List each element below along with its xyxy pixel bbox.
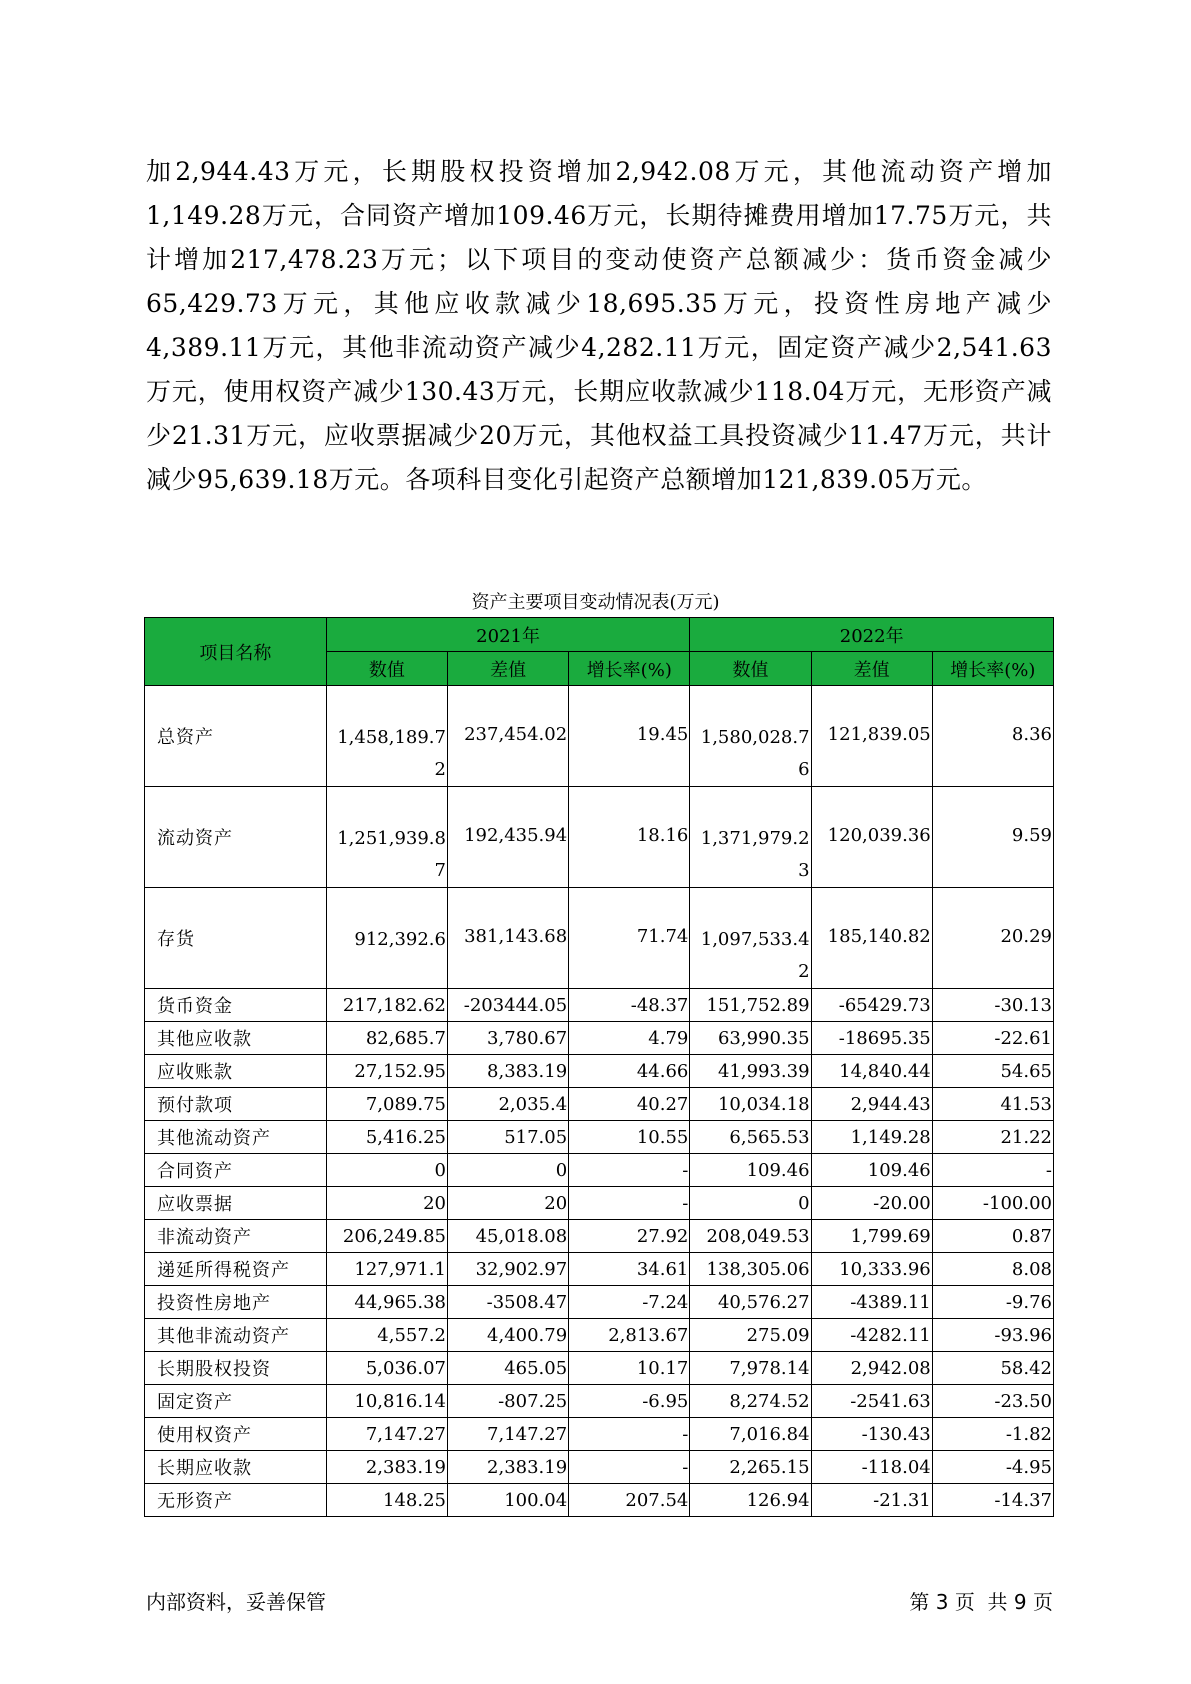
cell-diff-2022: -65429.73 <box>811 989 932 1022</box>
table-row <box>145 1286 1054 1319</box>
row-item-name: 货币资金 <box>145 989 327 1022</box>
cell-rate-2022: - <box>932 1154 1053 1187</box>
cell-rate-2022: -9.76 <box>932 1286 1053 1319</box>
table-row <box>145 787 1054 888</box>
cell-value-2022: 8,274.52 <box>690 1385 811 1418</box>
cell-diff-2021: 517.05 <box>447 1121 568 1154</box>
row-item-name: 流动资产 <box>145 787 327 888</box>
table-caption: 资产主要项目变动情况表(万元) <box>471 592 720 613</box>
row-item-name: 其他应收款 <box>145 1022 327 1055</box>
cell-diff-2021: -807.25 <box>447 1385 568 1418</box>
row-item-name: 非流动资产 <box>145 1220 327 1253</box>
row-item-name: 存货 <box>145 888 327 989</box>
cell-diff-2021: 20 <box>447 1187 568 1220</box>
cell-value-2021: 4,557.2 <box>326 1319 447 1352</box>
cell-text: 381,143.68 <box>464 926 568 947</box>
cell-rate-2022: -100.00 <box>932 1187 1053 1220</box>
cell-value-2021: 82,685.7 <box>326 1022 447 1055</box>
cell-text: 121,839.05 <box>827 724 931 745</box>
table-row <box>145 888 1054 989</box>
header-value-2021: 数值 <box>326 652 447 686</box>
cell-diff-2021: 2,383.19 <box>447 1451 568 1484</box>
cell-diff-2022: 14,840.44 <box>811 1055 932 1088</box>
cell-diff-2021: 45,018.08 <box>447 1220 568 1253</box>
header-diff-2021: 差值 <box>447 652 568 686</box>
cell-rate-2022: 58.42 <box>932 1352 1053 1385</box>
header-year-2021: 2021年 <box>326 618 690 652</box>
cell-value-2021: 148.25 <box>326 1484 447 1517</box>
cell-rate-2022: -4.95 <box>932 1451 1053 1484</box>
cell-value-2022: 2,265.15 <box>690 1451 811 1484</box>
cell-diff-2022 <box>811 686 932 787</box>
cell-rate-2021: 10.17 <box>569 1352 690 1385</box>
header-year-2022: 2022年 <box>690 618 1054 652</box>
cell-value-2022 <box>690 888 811 989</box>
cell-value-2021 <box>326 888 447 989</box>
cell-text: 18.16 <box>636 825 689 846</box>
cell-diff-2021 <box>447 686 568 787</box>
cell-text: 1,580,028.76 <box>700 727 810 780</box>
cell-rate-2022: 54.65 <box>932 1055 1053 1088</box>
cell-rate-2021 <box>569 888 690 989</box>
cell-text: 19.45 <box>636 724 689 745</box>
cell-text: 9.59 <box>1011 825 1052 846</box>
cell-diff-2021: 7,147.27 <box>447 1418 568 1451</box>
cell-rate-2022: -30.13 <box>932 989 1053 1022</box>
footer-confidential-note: 内部资料，妥善保管 <box>146 1590 326 1614</box>
cell-value-2021: 127,971.1 <box>326 1253 447 1286</box>
cell-value-2021 <box>326 686 447 787</box>
cell-rate-2022: 21.22 <box>932 1121 1053 1154</box>
cell-rate-2021: -48.37 <box>569 989 690 1022</box>
asset-change-table <box>144 617 1054 1517</box>
table-row <box>145 1088 1054 1121</box>
cell-value-2021: 5,036.07 <box>326 1352 447 1385</box>
cell-diff-2022: -18695.35 <box>811 1022 932 1055</box>
cell-rate-2021: - <box>569 1187 690 1220</box>
row-item-name: 应收票据 <box>145 1187 327 1220</box>
row-item-name: 长期股权投资 <box>145 1352 327 1385</box>
cell-diff-2022: 109.46 <box>811 1154 932 1187</box>
header-item-name: 项目名称 <box>145 618 327 686</box>
footer-page-number: 第 3 页 共 9 页 <box>909 1590 1053 1614</box>
cell-rate-2022: 41.53 <box>932 1088 1053 1121</box>
table-row <box>145 686 1054 787</box>
cell-diff-2021 <box>447 888 568 989</box>
row-item-name: 合同资产 <box>145 1154 327 1187</box>
table-row <box>145 1022 1054 1055</box>
cell-value-2022: 109.46 <box>690 1154 811 1187</box>
cell-value-2022 <box>690 787 811 888</box>
cell-value-2022 <box>690 686 811 787</box>
cell-diff-2022: -118.04 <box>811 1451 932 1484</box>
table-row <box>145 1451 1054 1484</box>
cell-text: 912,392.6 <box>354 929 446 950</box>
cell-value-2021: 44,965.38 <box>326 1286 447 1319</box>
cell-rate-2021: 27.92 <box>569 1220 690 1253</box>
body-paragraph: 加2,944.43万元，长期股权投资增加2,942.08万元，其他流动资产增加1,149.28万元，合同资产增加109.46万元，长期待摊费用增加17.75万元，共计增加217,478.23万元；以下项目的变动使资产总额减少：货币资金减少65,429.73万元，其他应收款减少18,695.35万元，投资性房地产减少4,389.11万元，其他非流动资产减少4,282.11万元，固定资产减少2,541.63万元，使用权资产减少130.43万元，长期应收款减少118.04万元，无形资产减少21.31万元，应收票据减少20万元，其他权益工具投资减少11.47万元，共计减少95,639.18万元。各项科目变化引起资产总额增加121,839.05万元。 <box>146 157 1052 494</box>
cell-rate-2022 <box>932 787 1053 888</box>
cell-value-2021 <box>326 787 447 888</box>
cell-diff-2021 <box>447 787 568 888</box>
cell-value-2021: 217,182.62 <box>326 989 447 1022</box>
cell-rate-2022: -93.96 <box>932 1319 1053 1352</box>
cell-value-2022: 40,576.27 <box>690 1286 811 1319</box>
cell-rate-2021: 207.54 <box>569 1484 690 1517</box>
cell-rate-2021: 10.55 <box>569 1121 690 1154</box>
cell-text: 20.29 <box>1000 926 1052 947</box>
header-value-2022: 数值 <box>690 652 811 686</box>
table-row <box>145 1253 1054 1286</box>
cell-text: 1,371,979.23 <box>700 828 810 881</box>
cell-rate-2022: -23.50 <box>932 1385 1053 1418</box>
table-row <box>145 1352 1054 1385</box>
cell-value-2022: 10,034.18 <box>690 1088 811 1121</box>
table-row <box>145 1220 1054 1253</box>
cell-rate-2022: -22.61 <box>932 1022 1053 1055</box>
cell-diff-2021: 32,902.97 <box>447 1253 568 1286</box>
cell-diff-2021: 100.04 <box>447 1484 568 1517</box>
row-item-name: 无形资产 <box>145 1484 327 1517</box>
cell-value-2021: 0 <box>326 1154 447 1187</box>
header-rate-2022: 增长率(%) <box>932 652 1053 686</box>
row-item-name: 预付款项 <box>145 1088 327 1121</box>
cell-rate-2021 <box>569 787 690 888</box>
cell-value-2021: 20 <box>326 1187 447 1220</box>
cell-diff-2022: -130.43 <box>811 1418 932 1451</box>
cell-rate-2022 <box>932 686 1053 787</box>
table-row <box>145 1484 1054 1517</box>
row-item-name: 总资产 <box>145 686 327 787</box>
cell-diff-2021: -203444.05 <box>447 989 568 1022</box>
cell-rate-2022: 0.87 <box>932 1220 1053 1253</box>
row-item-name: 其他流动资产 <box>145 1121 327 1154</box>
cell-diff-2022 <box>811 888 932 989</box>
row-item-name: 递延所得税资产 <box>145 1253 327 1286</box>
cell-rate-2022 <box>932 888 1053 989</box>
cell-diff-2021: 0 <box>447 1154 568 1187</box>
cell-diff-2022: -21.31 <box>811 1484 932 1517</box>
row-item-name: 其他非流动资产 <box>145 1319 327 1352</box>
table-row <box>145 989 1054 1022</box>
cell-value-2022: 41,993.39 <box>690 1055 811 1088</box>
cell-diff-2021: 465.05 <box>447 1352 568 1385</box>
cell-text: 71.74 <box>636 926 689 947</box>
cell-text: 185,140.82 <box>827 926 931 947</box>
table-row <box>145 1121 1054 1154</box>
cell-value-2022: 208,049.53 <box>690 1220 811 1253</box>
cell-diff-2022: 2,942.08 <box>811 1352 932 1385</box>
cell-diff-2022: -20.00 <box>811 1187 932 1220</box>
cell-diff-2021: 2,035.4 <box>447 1088 568 1121</box>
cell-rate-2021: 2,813.67 <box>569 1319 690 1352</box>
cell-value-2022: 275.09 <box>690 1319 811 1352</box>
cell-diff-2022: -4282.11 <box>811 1319 932 1352</box>
row-item-name: 使用权资产 <box>145 1418 327 1451</box>
cell-diff-2022: 10,333.96 <box>811 1253 932 1286</box>
cell-diff-2021: 8,383.19 <box>447 1055 568 1088</box>
table-row <box>145 1154 1054 1187</box>
cell-value-2021: 5,416.25 <box>326 1121 447 1154</box>
cell-rate-2021: -7.24 <box>569 1286 690 1319</box>
cell-text: 1,097,533.42 <box>700 929 810 982</box>
cell-rate-2022: 8.08 <box>932 1253 1053 1286</box>
header-rate-2021: 增长率(%) <box>569 652 690 686</box>
cell-diff-2021: 3,780.67 <box>447 1022 568 1055</box>
cell-value-2022: 0 <box>690 1187 811 1220</box>
table-row <box>145 1319 1054 1352</box>
row-item-name: 应收账款 <box>145 1055 327 1088</box>
cell-rate-2021: -6.95 <box>569 1385 690 1418</box>
cell-rate-2021: 40.27 <box>569 1088 690 1121</box>
cell-value-2022: 63,990.35 <box>690 1022 811 1055</box>
row-item-name: 固定资产 <box>145 1385 327 1418</box>
cell-value-2021: 7,089.75 <box>326 1088 447 1121</box>
cell-value-2021: 7,147.27 <box>326 1418 447 1451</box>
cell-value-2021: 2,383.19 <box>326 1451 447 1484</box>
cell-value-2022: 126.94 <box>690 1484 811 1517</box>
table-row <box>145 1055 1054 1088</box>
cell-rate-2021 <box>569 686 690 787</box>
cell-value-2021: 206,249.85 <box>326 1220 447 1253</box>
cell-rate-2021: - <box>569 1451 690 1484</box>
table-row <box>145 1187 1054 1220</box>
cell-rate-2022: -1.82 <box>932 1418 1053 1451</box>
cell-value-2022: 138,305.06 <box>690 1253 811 1286</box>
cell-diff-2021: 4,400.79 <box>447 1319 568 1352</box>
header-diff-2022: 差值 <box>811 652 932 686</box>
cell-diff-2022: 2,944.43 <box>811 1088 932 1121</box>
cell-diff-2022: -4389.11 <box>811 1286 932 1319</box>
cell-rate-2021: 34.61 <box>569 1253 690 1286</box>
cell-text: 120,039.36 <box>827 825 931 846</box>
cell-diff-2022: -2541.63 <box>811 1385 932 1418</box>
cell-value-2022: 6,565.53 <box>690 1121 811 1154</box>
cell-text: 192,435.94 <box>464 825 568 846</box>
cell-diff-2022 <box>811 787 932 888</box>
cell-diff-2022: 1,799.69 <box>811 1220 932 1253</box>
cell-rate-2021: 44.66 <box>569 1055 690 1088</box>
table-row <box>145 1418 1054 1451</box>
cell-rate-2021: 4.79 <box>569 1022 690 1055</box>
cell-value-2021: 27,152.95 <box>326 1055 447 1088</box>
cell-text: 8.36 <box>1011 724 1052 745</box>
cell-text: 1,458,189.72 <box>337 727 446 780</box>
cell-value-2021: 10,816.14 <box>326 1385 447 1418</box>
cell-rate-2021: - <box>569 1418 690 1451</box>
cell-rate-2021: - <box>569 1154 690 1187</box>
table-row <box>145 1385 1054 1418</box>
cell-value-2022: 7,016.84 <box>690 1418 811 1451</box>
cell-text: 237,454.02 <box>464 724 568 745</box>
cell-diff-2021: -3508.47 <box>447 1286 568 1319</box>
cell-diff-2022: 1,149.28 <box>811 1121 932 1154</box>
cell-value-2022: 151,752.89 <box>690 989 811 1022</box>
table-body <box>145 686 1054 1517</box>
row-item-name: 投资性房地产 <box>145 1286 327 1319</box>
row-item-name: 长期应收款 <box>145 1451 327 1484</box>
cell-text: 1,251,939.87 <box>337 828 446 881</box>
cell-value-2022: 7,978.14 <box>690 1352 811 1385</box>
cell-rate-2022: -14.37 <box>932 1484 1053 1517</box>
